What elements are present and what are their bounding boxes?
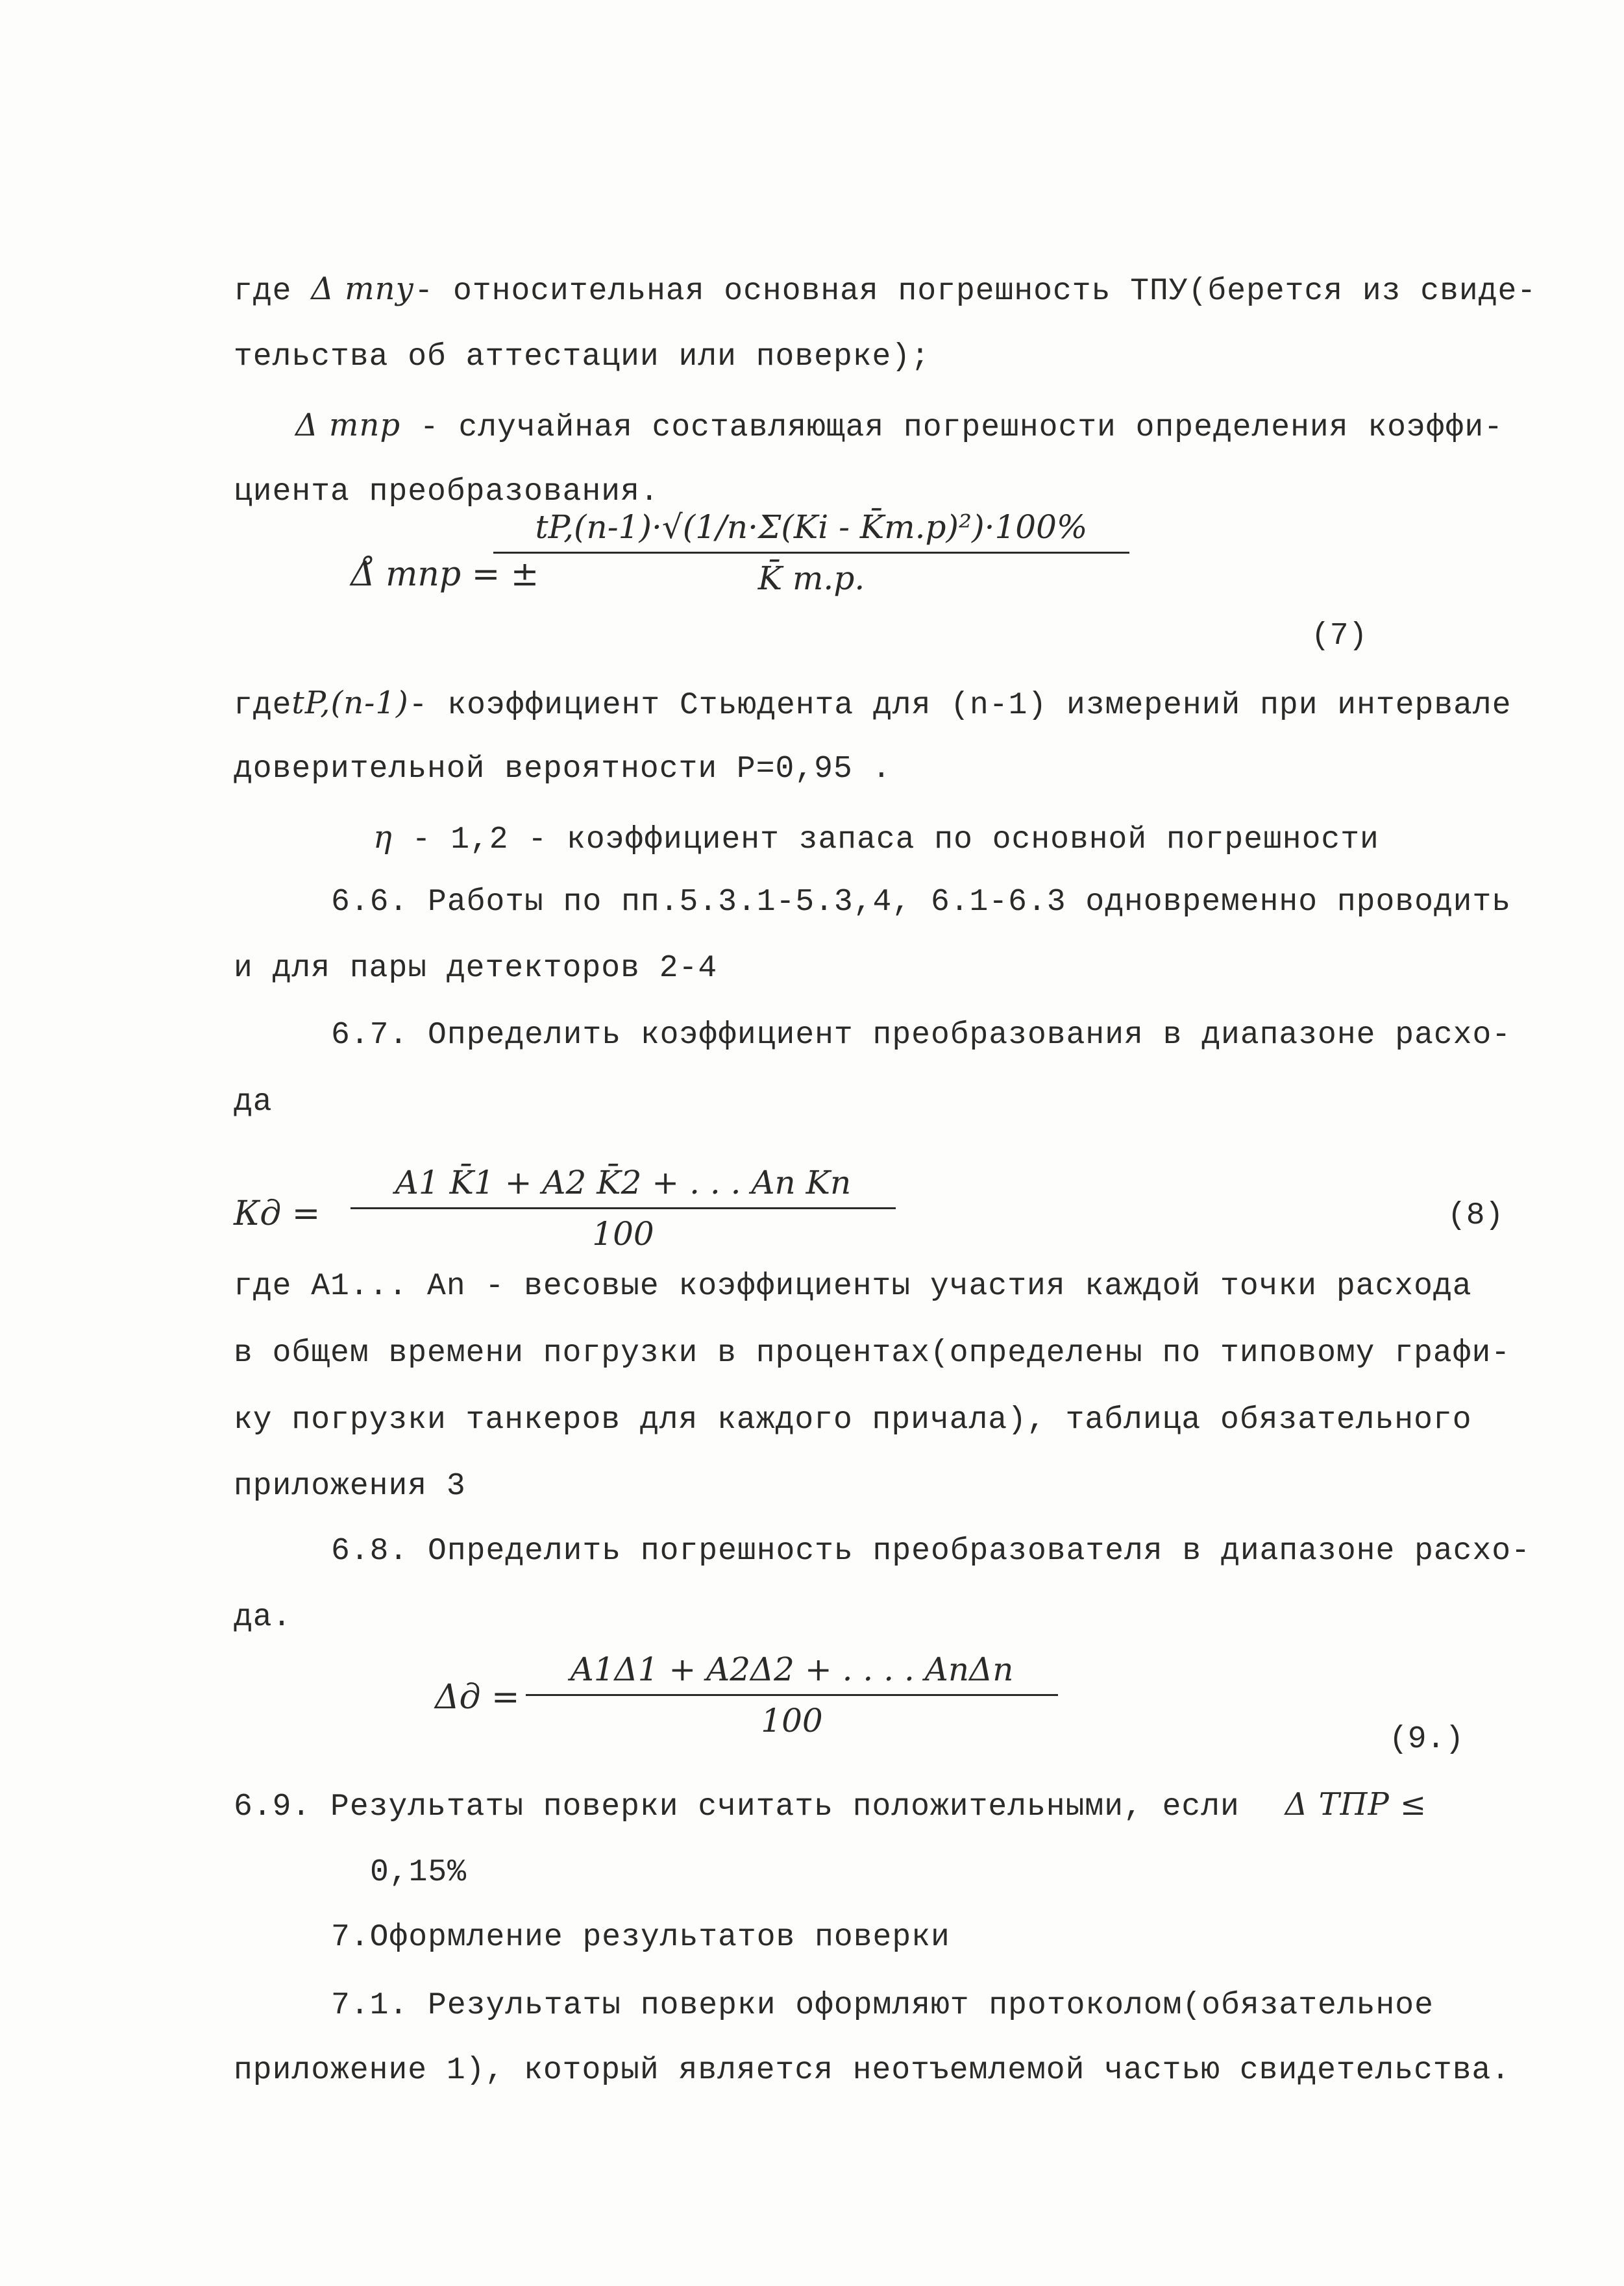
line-text: 6.9. Результаты поверки считать положительными, если [234, 1789, 1240, 1825]
text-line: 0,15% [370, 1855, 467, 1890]
text-line: ку погрузки танкеров для каждого причала), таблица обязательного [234, 1403, 1472, 1438]
symbol-eta: η [373, 819, 393, 855]
fraction-bar [526, 1694, 1058, 1696]
equation-8-number: (8) [1447, 1198, 1504, 1233]
equation-7-number: (7) [1311, 619, 1368, 654]
equation-7-numerator: tP,(n-1)·√(1/n·Σ(Ki - K̄т.р)²)·100% [535, 508, 1088, 546]
equation-7-fraction [493, 506, 1129, 599]
section-heading: 7.Оформление результатов поверки [331, 1920, 950, 1955]
equation-8-lhs: Кд = [234, 1194, 321, 1233]
equation-9-fraction [526, 1649, 1058, 1741]
text-line: в общем времени погрузки в процентах(определены по типовому графи- [234, 1336, 1511, 1371]
fraction-bar [351, 1207, 896, 1209]
fraction-bar [493, 552, 1129, 554]
text-line: тельства об аттестации или поверке); [234, 339, 930, 375]
text-line: и для пары детекторов 2-4 [234, 951, 718, 986]
equation-7-lhs: Δ̊ тпр = ± [351, 555, 539, 594]
text-line: 7.1. Результаты поверки оформляют протоколом(обязательное [331, 1988, 1434, 2023]
line-text: - 1,2 - коэффициент запаса по основной погрешности [412, 822, 1379, 857]
line-text: - коэффициент Стьюдента для (n-1) измерений при интервале [408, 688, 1512, 723]
equation-7-denominator: K̄ т.р. [757, 559, 865, 597]
text-line: доверительной вероятности Р=0,95 . [234, 752, 892, 787]
text-line: приложения 3 [234, 1469, 466, 1504]
equation-9-numerator: A1Δ1 + A2Δ2 + . . . . AnΔn [570, 1651, 1014, 1688]
line-text: - относительная основная погрешность ТПУ(берется из свиде- [414, 274, 1537, 309]
text-line: где A1... An - весовые коэффициенты участия каждой точки расхода [234, 1269, 1472, 1304]
equation-8-fraction [351, 1162, 896, 1255]
text-line: гдеtP,(n-1)- коэффициент Стьюдента для (n-1) измерений при интервале [234, 685, 1512, 723]
line-text: - случайная составляющая погрешности определения коэффи- [419, 410, 1503, 445]
text-line [295, 406, 1503, 447]
symbol-delta-tpr: Δ тпр [295, 407, 401, 443]
text-line: да. [234, 1600, 292, 1635]
equation-8-numerator: A1 K̄1 + A2 K̄2 + . . . An Kn [395, 1164, 852, 1201]
equation-8-denominator: 100 [592, 1215, 654, 1253]
text-line: 6.8. Определить погрешность преобразователя в диапазоне расхо- [331, 1534, 1531, 1569]
text-line: приложение 1), который является неотъемлемой частью свидетельства. [234, 2053, 1511, 2088]
equation-9-denominator: 100 [761, 1702, 823, 1739]
text-line: да [234, 1085, 273, 1120]
text-line: где Δ тпу- относительная основная погрешность ТПУ(берется из свиде- [234, 271, 1537, 309]
equation-9-number: (9.) [1389, 1722, 1464, 1757]
symbol-delta-tpu: Δ тпу [311, 271, 415, 307]
equation-9-lhs: Δд = [435, 1678, 520, 1717]
text-line [234, 1785, 1427, 1826]
symbol-delta-tpr-condition: Δ ТПР ≤ [1285, 1786, 1427, 1823]
text-line [373, 818, 1379, 859]
text-line: 6.7. Определить коэффициент преобразования в диапазоне расхо- [331, 1018, 1512, 1053]
text-line: циента преобразования. [234, 474, 659, 510]
symbol-t-student: tP,(n-1) [291, 685, 409, 721]
text-line: 6.6. Работы по пп.5.3.1-5.3,4, 6.1-6.3 одновременно проводить [331, 885, 1512, 920]
